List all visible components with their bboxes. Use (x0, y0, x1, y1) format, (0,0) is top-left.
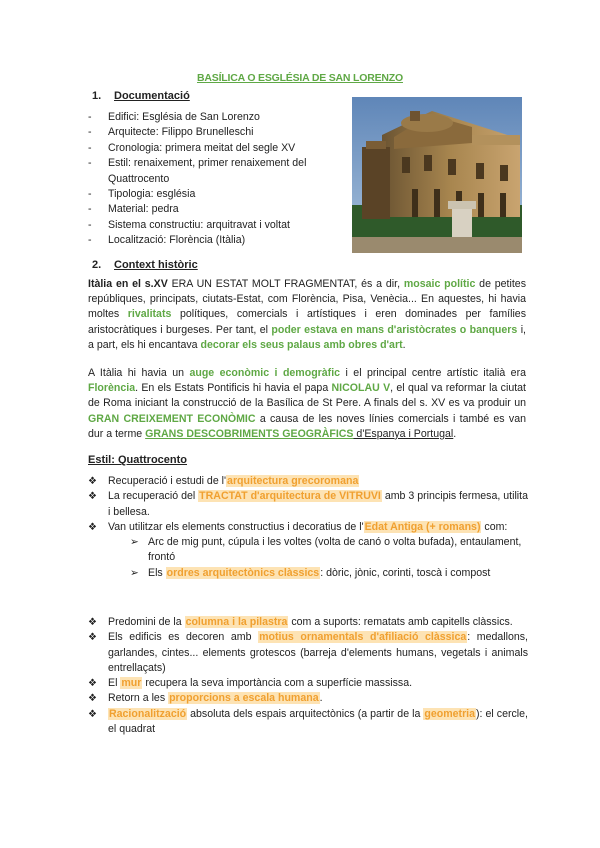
para-text: . (453, 427, 457, 440)
arrow-bullet-icon: ➢ (130, 566, 139, 579)
para-green-text: auge econòmic i demogràfic (189, 367, 341, 379)
item-text: Recuperació i estudi de l' (108, 475, 227, 487)
para-text: polítiques, comercials i artístiques i eren dominades per famílies aristocràtiques i burgeses. Per tant, el (88, 308, 526, 336)
context-paragraph-1 (88, 277, 526, 353)
section-label: Context històric (114, 259, 198, 271)
item-highlight: proporcions a escala humana (169, 692, 319, 705)
para-green-text: GRAN CREIXEMENT ECONÒMIC (88, 412, 256, 425)
arrow-bullet-icon: ➢ (130, 536, 139, 549)
para-text: ERA UN ESTAT MOLT FRAGMENTAT, és a dir, (167, 278, 404, 290)
diamond-bullet-icon: ❖ (88, 693, 97, 705)
para-text: . (402, 338, 406, 351)
item-text: Predomini de la (108, 616, 185, 628)
para-text: i, a part, els hi encantava (88, 323, 526, 351)
list-item (88, 615, 528, 630)
list-item: - Estil: renaixement, primer renaixement del Quattrocento (88, 156, 328, 187)
item-highlight: motius ornamentals d'afiliació clàssica (259, 631, 467, 644)
diamond-bullet-icon: ❖ (88, 476, 97, 487)
item-text: . (319, 692, 323, 705)
diamond-bullet-icon: ❖ (88, 632, 97, 644)
para-text: , el qual va reformar la ciutat de Roma iniciant la construcció de la Basílica de St Pere. A finals del s. XV es va produir un (88, 382, 526, 410)
style-heading-label: Estil: Quattrocento (88, 454, 188, 466)
diamond-bullet-icon: ❖ (88, 491, 97, 503)
item-text: Els (148, 566, 166, 579)
list-item: - Tipologia: església (88, 187, 328, 202)
para-green-text: rivalitats (127, 308, 172, 321)
item-text: com a suports: rematats amb capitells clàssics. (288, 616, 513, 628)
item-text: ): el cercle, el quadrat (108, 707, 528, 736)
item-highlight: Edat Antiga (+ romans) (364, 520, 481, 533)
item-highlight: arquitectura grecoromana (227, 475, 359, 487)
item-text: absoluta dels espais arquitectònics (a partir de la (187, 707, 424, 720)
list-item (88, 489, 528, 520)
list-item (88, 630, 528, 676)
sub-list-item (88, 535, 528, 566)
list-item: - Localització: Florència (Itàlia) (88, 233, 328, 248)
section-context-heading (92, 259, 198, 271)
item-text: La recuperació del (108, 490, 199, 503)
section-label: Documentació (114, 90, 190, 102)
para-green-text: NICOLAU V (331, 382, 391, 395)
para-green-text: poder estava en mans d'aristòcrates o banquers (271, 323, 518, 336)
item-text: : dòric, jònic, corinti, toscà i compost (320, 566, 491, 579)
list-item (88, 474, 528, 489)
list-item: - Material: pedra (88, 202, 328, 217)
item-text: : medallons, garlandes, cintes... elements grotescos (barreja d'elements humans, vegetals i animals entrellaçats) (108, 631, 528, 674)
style-heading (88, 454, 187, 466)
para-bold-text: Itàlia en el s.XV (88, 278, 168, 290)
item-highlight: mur (121, 677, 142, 690)
item-text: com: (481, 520, 508, 533)
item-highlight: ordres arquitectònics clàssics (166, 566, 320, 579)
para-green-text: Florència (88, 382, 136, 395)
diamond-bullet-icon: ❖ (88, 678, 97, 690)
item-highlight: TRACTAT d'arquitectura de VITRUVI (199, 490, 381, 503)
para-text: . En els Estats Pontificis hi havia el papa (135, 382, 332, 395)
list-item (88, 691, 528, 706)
para-text: de petites repúbliques, principats, ciutats-Estat, com Florència, Pisa, Venècia... En aquestes, hi havia moltes (88, 278, 526, 321)
item-text: Arc de mig punt, cúpula i les voltes (volta de canó o volta bufada), entaulament, frontó (148, 536, 522, 564)
item-highlight: columna i la pilastra (185, 616, 288, 628)
section-documentacio-heading (92, 90, 190, 102)
para-green-text: decorar els seus palaus amb obres d'art (200, 338, 403, 351)
para-text: i el principal centre artístic italià era (340, 367, 526, 379)
para-text: A Itàlia hi havia un (88, 367, 190, 379)
documentation-list (88, 110, 328, 249)
list-item (88, 707, 528, 738)
para-text: d'Espanya i Portugal (353, 427, 454, 440)
style-list-1 (88, 474, 528, 581)
item-text: El (108, 677, 121, 690)
list-item: - Arquitecte: Filippo Brunelleschi (88, 125, 328, 140)
section-number: 1. (92, 90, 102, 102)
church-photo (352, 97, 522, 253)
item-highlight: Racionalització (109, 707, 187, 720)
context-paragraph-2 (88, 366, 526, 442)
list-item (88, 520, 528, 535)
item-text: amb 3 principis fermesa, utilita i bellesa. (108, 490, 528, 518)
style-list-2 (88, 615, 528, 737)
para-green-text: mosaic polític (403, 278, 476, 290)
item-highlight: geometria (424, 707, 476, 720)
diamond-bullet-icon: ❖ (88, 617, 97, 628)
item-text: Retorn a les (108, 692, 169, 705)
list-item (88, 676, 528, 691)
diamond-bullet-icon: ❖ (88, 708, 97, 720)
list-item: - Cronologia: primera meitat del segle XV (88, 141, 328, 156)
item-text: Els edificis es decoren amb (108, 631, 259, 644)
item-text: Van utilitzar els elements constructius i decoratius de l' (108, 520, 364, 533)
section-number: 2. (92, 259, 102, 271)
para-text: a causa de les noves línies comercials i també es van dur a terme (88, 412, 526, 440)
item-text: recupera la seva importància com a superfície massissa. (142, 677, 413, 690)
diamond-bullet-icon: ❖ (88, 521, 97, 533)
document-title: BASÍLICA O ESGLÉSIA DE SAN LORENZO (197, 72, 403, 84)
list-item: - Sistema constructiu: arquitravat i voltat (88, 218, 328, 233)
para-green-text: GRANS DESCOBRIMENTS GEOGRÀFICS (145, 427, 354, 440)
list-item: - Edifici: Església de San Lorenzo (88, 110, 328, 125)
sub-list-item (88, 566, 528, 581)
